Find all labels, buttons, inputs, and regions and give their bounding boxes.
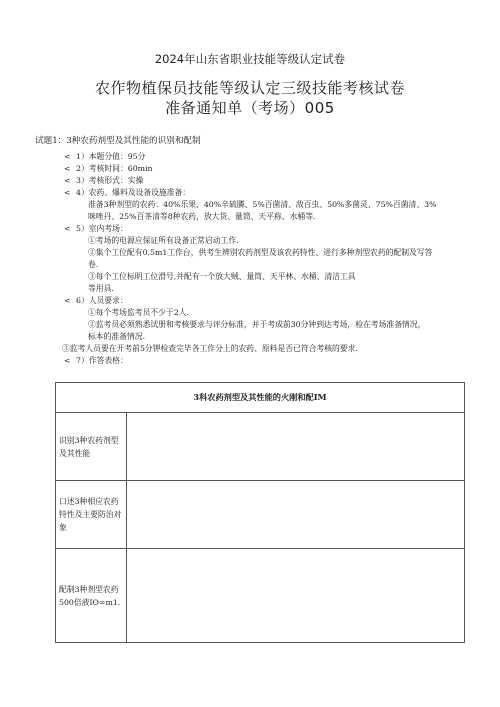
bullet-marker: < <box>64 188 71 197</box>
item-3 <box>64 176 143 186</box>
item-text: 4）农药、爆料及设备设施准备： <box>76 188 191 197</box>
bullet-marker: < <box>64 164 71 173</box>
item-5-detail-1: ①考场的电源应保证所有设备正常启动工作. <box>88 236 239 245</box>
item-text: 7）作答表格： <box>76 356 128 365</box>
row-label: 识别3种农药剂型及其性能 <box>56 413 127 481</box>
bullet-marker: < <box>64 152 71 161</box>
table-header: 3科农药剂型及其性能的火刚和配IM <box>56 383 465 413</box>
item-5-detail-2: ②集个工位配有0.5m1工作台，供考生辨别农药剂型及该农药特性、进行多种剂型农药的配制及写答 <box>88 248 433 257</box>
question-title: 试题1：3种农药剂型及其性能的识别和配制 <box>35 136 201 146</box>
item-text: 3）考核形式：实操 <box>76 176 144 185</box>
item-text: 6）人员要求： <box>76 296 128 305</box>
item-5-detail-5: 等用具. <box>88 284 114 293</box>
answer-table <box>55 382 465 643</box>
bullet-marker: < <box>64 176 71 185</box>
item-6-detail-2: ②监考员必须熟悉试册和考核要求与评分标准，并于考成前30分钟到达考场，检在考场准备情况， <box>88 320 426 329</box>
item-6-detail-3: 标本的准备情况. <box>88 332 146 341</box>
item-text: 1）本题分值：95分 <box>76 152 146 161</box>
item-4-detail-2: 咪唑丹、25%百茶清等8种农药，放大货、量筒、天平称、水桶等. <box>88 212 316 221</box>
exam-title: 农作物植保员技能等级认定三级技能考核试卷 <box>94 79 405 97</box>
item-4-detail-1: 准备3种剂型的农药：40%乐果、40%辛硫膦、5%百菌清、敌百虫、50%多菌灵、75%百菌清、3% <box>88 200 437 209</box>
row-label: 口述3种相应农药特性及主要防治对象 <box>56 481 127 549</box>
bullet-marker: < <box>64 296 71 305</box>
item-5-detail-3: 卷. <box>88 260 99 269</box>
item-6 <box>64 296 128 306</box>
item-text: 5）室内考场： <box>76 224 128 233</box>
item-4 <box>64 188 190 198</box>
item-2 <box>64 164 153 174</box>
item-7 <box>64 356 128 366</box>
item-5-detail-4: ③每个工位标明工位滑号,并配有一个放大贼、量筒、天平林、水桶、清洁工具 <box>88 272 356 281</box>
row-label: 配制3种剂型农药500倍液IO∞m1. <box>56 549 127 643</box>
item-6-detail-4: ③监考人员要在开考前5分钾检查完毕各工作分上的农药、原料是否已符合考核的要求. <box>62 344 358 353</box>
exam-title-notice: 准备通知单（考场）005 <box>165 99 335 117</box>
item-text: 2）考核时间：60min <box>76 164 153 173</box>
item-5 <box>64 224 128 234</box>
bullet-marker: < <box>64 356 71 365</box>
table-header-row <box>56 383 465 413</box>
answer-cell[interactable] <box>127 413 465 481</box>
item-1 <box>64 152 145 162</box>
table-row <box>56 549 465 643</box>
answer-cell[interactable] <box>127 481 465 549</box>
table-row <box>56 481 465 549</box>
table-row <box>56 413 465 481</box>
answer-cell[interactable] <box>127 549 465 643</box>
item-6-detail-1: ①每个考场监考员不少于2人. <box>88 308 190 317</box>
bullet-marker: < <box>64 224 71 233</box>
exam-subtitle: 2024年山东省职业技能等级认定试卷 <box>154 52 346 66</box>
